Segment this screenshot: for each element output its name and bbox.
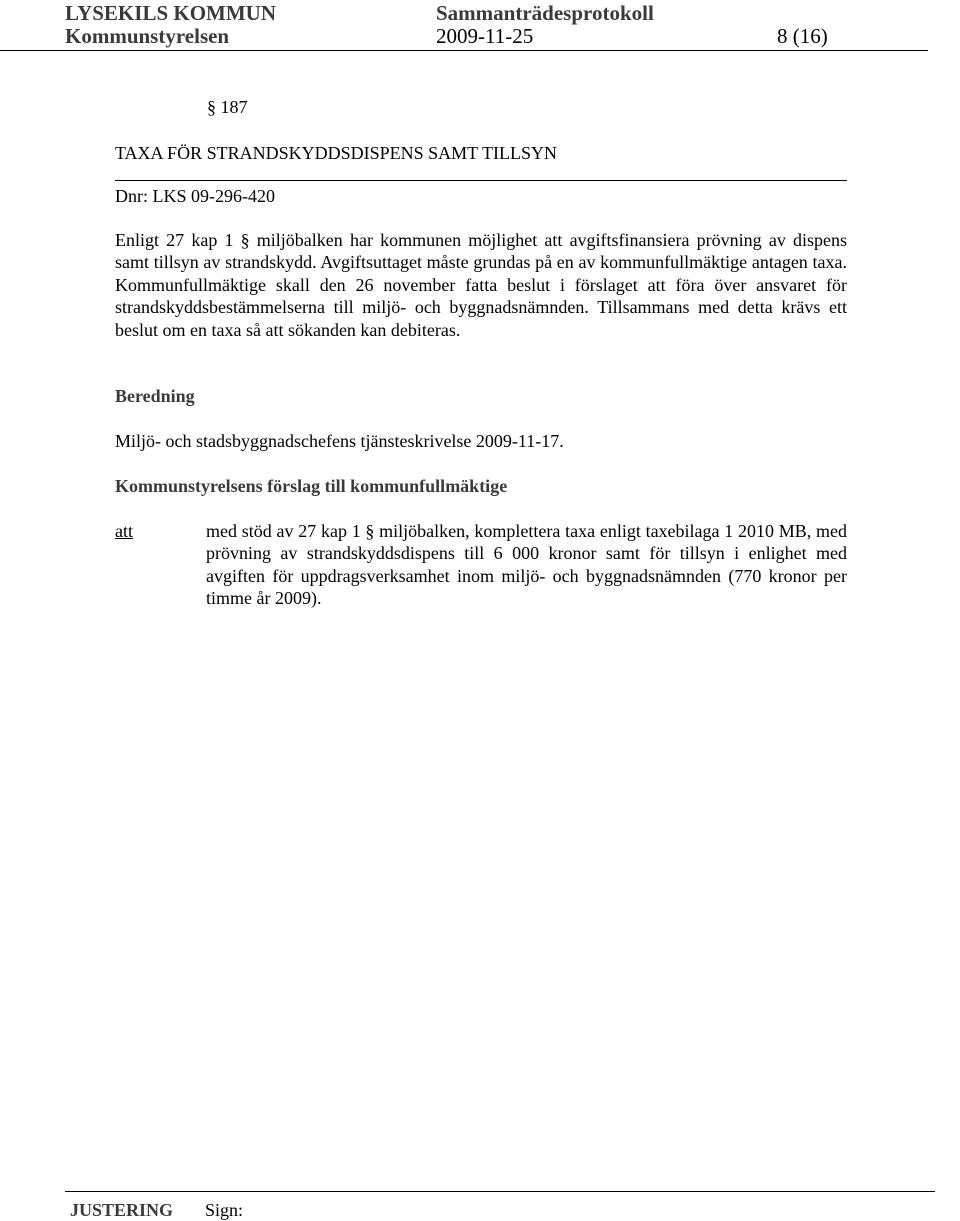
section-number: § 187 bbox=[207, 97, 248, 117]
justering-label: JUSTERING bbox=[70, 1200, 174, 1220]
document-type: Sammanträdesprotokoll bbox=[436, 1, 654, 25]
title-divider bbox=[115, 180, 847, 181]
background-paragraph: Enligt 27 kap 1 § miljöbalken har kommunen möjlighet att avgiftsfinansiera prövning av dispens samt tillsyn av strandskydd. Avgiftsuttaget måste grundas på en av kommunfullmäktige antagen taxa. Kommunfullmäktige skall den 26 november fatta beslut i förslaget att föra över ansvaret för strandskyddsbestämmelserna till miljö- och byggnadsnämnden. Tillsammans med detta krävs ett beslut om en taxa så att sökanden kan debiteras. bbox=[115, 230, 847, 340]
diary-number: Dnr: LKS 09-296-420 bbox=[115, 186, 275, 206]
att-label: att bbox=[115, 521, 133, 541]
meeting-date: 2009-11-25 bbox=[436, 24, 534, 48]
proposal-heading: Kommunstyrelsens förslag till kommunfullmäktige bbox=[115, 476, 508, 496]
proposal-text: med stöd av 27 kap 1 § miljöbalken, komplettera taxa enligt taxebilaga 1 2010 MB, med prövning av strandskyddsdispens till 6 000 kronor samt för tillsyn i enlighet med avgiften för uppdragsverksamhet inom miljö- och byggnadsnämnden (770 kronor per timme år 2009). bbox=[206, 521, 847, 609]
beredning-text: Miljö- och stadsbyggnadschefens tjänsteskrivelse 2009-11-17. bbox=[115, 431, 564, 451]
header-divider bbox=[0, 50, 928, 51]
beredning-heading: Beredning bbox=[115, 386, 195, 406]
committee-name: Kommunstyrelsen bbox=[65, 24, 230, 48]
sign-label: Sign: bbox=[205, 1200, 244, 1220]
footer-divider bbox=[65, 1191, 935, 1192]
page-number: 8 (16) bbox=[777, 24, 828, 48]
municipality-name: LYSEKILS KOMMUN bbox=[65, 1, 277, 25]
section-title: TAXA FÖR STRANDSKYDDSDISPENS SAMT TILLSYN bbox=[115, 143, 557, 163]
